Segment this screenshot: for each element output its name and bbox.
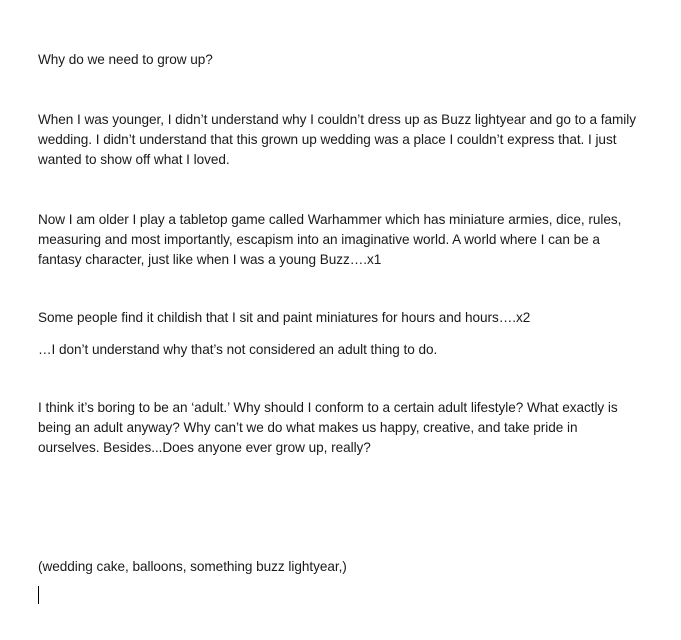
paragraph-boring-adult: I think it’s boring to be an ‘adult.’ Why should I conform to a certain adult lifestyle? What exactly is being an adult anyway? Why can’t we do what makes us happy, creative, and take pride in ourselves. Besides...Does anyone ever grow up, really?	[38, 400, 618, 455]
document-heading: Why do we need to grow up?	[38, 52, 213, 67]
paragraph-childhood: When I was younger, I didn’t understand why I couldn’t dress up as Buzz lightyear and go to a family wedding. I didn’t understand that this grown up wedding was a place I couldn’t express that. I just wanted to show off what I loved.	[38, 112, 636, 167]
paragraph-childish: Some people find it childish that I sit and paint miniatures for hours and hours….x2	[38, 310, 531, 325]
paragraph-warhammer: Now I am older I play a tabletop game called Warhammer which has miniature armies, dice, rules, measuring and most importantly, escapism into an imaginative world. A world where I can be a fantasy character, just like when I was a young Buzz….x1	[38, 212, 622, 267]
text-cursor	[38, 586, 39, 604]
paragraph-notes: (wedding cake, balloons, something buzz lightyear,)	[38, 559, 347, 574]
paragraph-adult-thing: …I don’t understand why that’s not considered an adult thing to do.	[38, 342, 438, 357]
